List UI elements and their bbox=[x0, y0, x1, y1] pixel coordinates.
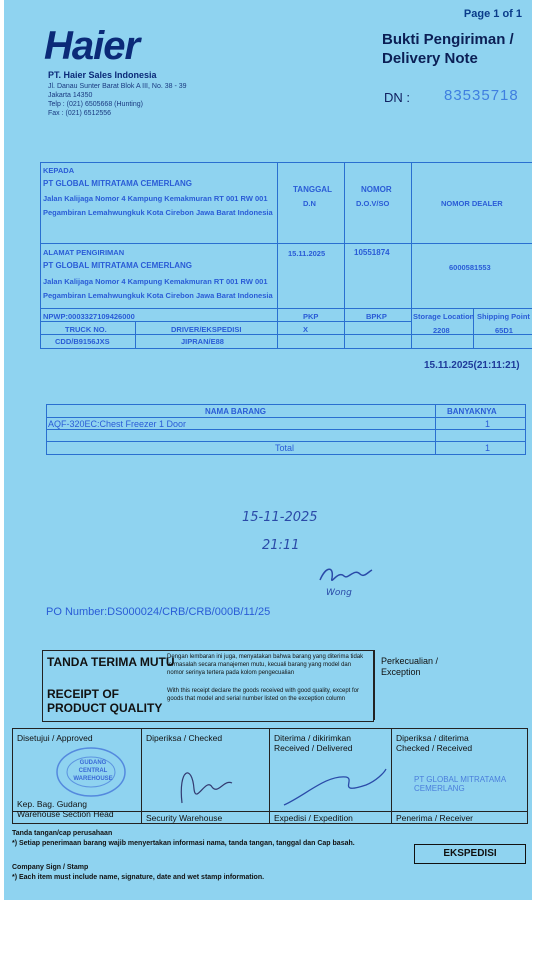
driver-value: JIPRAN/E88 bbox=[181, 337, 224, 346]
company-stamp: PT GLOBAL MITRATAMA CEMERLANG bbox=[414, 775, 506, 793]
storage-label: Storage Location bbox=[413, 312, 475, 321]
page-of: Page 1 of 1 bbox=[463, 8, 522, 20]
sig-expedition-role: Expedisi / Expedition bbox=[274, 813, 353, 823]
kepada-name: PT GLOBAL MITRATAMA CEMERLANG bbox=[43, 179, 193, 188]
col-nama-barang: NAMA BARANG bbox=[205, 407, 267, 416]
shipping-label: Shipping Point bbox=[477, 312, 530, 321]
company-name: PT. Haier Sales Indonesia bbox=[48, 70, 157, 80]
tanggal-value: 15.11.2025 bbox=[288, 249, 326, 258]
driver-label: DRIVER/EKSPEDISI bbox=[171, 325, 242, 334]
truck-value: CDD/B9156JXS bbox=[55, 337, 110, 346]
alamat-name: PT GLOBAL MITRATAMA CEMERLANG bbox=[43, 261, 193, 270]
nomor-label: NOMOR bbox=[361, 185, 392, 194]
alamat-label: ALAMAT PENGIRIMAN bbox=[43, 248, 125, 257]
company-address: Jl. Danau Sunter Barat Blok A III, No. 38 - 39 Jakarta 14350 Telp : (021) 6505668 (Hunting) Fax : (021) 6512556 bbox=[48, 83, 187, 117]
col-banyaknya: BANYAKNYA bbox=[447, 407, 497, 416]
sig-delivered-label: Diterima / dikirimkan Received / Delivered bbox=[274, 733, 353, 753]
bpkp-label: BPKP bbox=[366, 312, 387, 321]
gudang-stamp-text: GUDANG CENTRAL WAREHOUSE bbox=[73, 760, 113, 782]
item-name: AQF-320EC:Chest Freezer 1 Door bbox=[48, 419, 187, 429]
storage-value: 2208 bbox=[433, 326, 450, 335]
sig-approved-label: Disetujui / Approved bbox=[17, 733, 93, 743]
receipt-title: RECEIPT OF PRODUCT QUALITY bbox=[47, 687, 163, 715]
total-label: Total bbox=[275, 443, 295, 453]
security-signature-icon bbox=[172, 759, 252, 809]
header-table bbox=[40, 162, 532, 349]
dn-value: 83535718 bbox=[444, 87, 519, 104]
tanggal-sub: D.N bbox=[303, 199, 316, 208]
item-qty: 1 bbox=[485, 419, 491, 429]
alamat-address-1: Jalan Kalijaga Nomor 4 Kampung Kemakmuran RT 001 RW 001 bbox=[43, 277, 268, 286]
footer-note-2: *) Each item must include name, signature, date and wet stamp information. bbox=[12, 874, 265, 881]
truck-label: TRUCK NO. bbox=[65, 325, 107, 334]
signature-table bbox=[12, 728, 528, 824]
ekspedisi-label: EKSPEDISI bbox=[414, 844, 526, 864]
handwritten-time: 21:11 bbox=[262, 538, 300, 553]
kepada-address-1: Jalan Kalijaga Nomor 4 Kampung Kemakmuran RT 001 RW 001 bbox=[43, 194, 268, 203]
exception-label: Perkecualian / Exception bbox=[381, 656, 439, 677]
sig-security-role: Security Warehouse bbox=[146, 813, 223, 823]
po-number: PO Number:DS000024/CRB/CRB/000B/11/25 bbox=[46, 606, 271, 618]
delivery-note-page bbox=[4, 0, 532, 900]
kepada-label: KEPADA bbox=[43, 166, 75, 175]
expedition-signature-icon bbox=[276, 765, 388, 811]
kepada-address-2: Pegambiran Lemahwungkuk Kota Cirebon Jawa Barat Indonesia bbox=[43, 208, 273, 217]
exception-box bbox=[374, 650, 525, 720]
alamat-address-2: Pegambiran Lemahwungkuk Kota Cirebon Jawa Barat Indonesia bbox=[43, 291, 273, 300]
footer-note-1: *) Setiap penerimaan barang wajib menyertakan informasi nama, tanda tangan, tanggal dan Cap basah. bbox=[12, 840, 355, 847]
haier-logo: Haier bbox=[44, 24, 140, 68]
sig-approved-role: Kep. Bag. Gudang Warehouse Section Head bbox=[17, 799, 114, 819]
shipping-value: 65D1 bbox=[495, 326, 513, 335]
handwritten-date: 15-11-2025 bbox=[242, 510, 318, 525]
receipt-quality-box bbox=[42, 650, 374, 722]
pkp-value: X bbox=[303, 325, 309, 334]
handwritten-name: Wong bbox=[326, 588, 352, 598]
tanda-tangan: Tanda tangan/cap perusahaan bbox=[12, 830, 113, 837]
receipt-desc: With this receipt declare the goods received with good quality, except for goods that model and serial number listed on the exception column bbox=[167, 688, 359, 702]
document-title: Bukti Pengiriman / Delivery Note bbox=[382, 31, 514, 67]
tanda-terima-title: TANDA TERIMA MUTU bbox=[47, 655, 175, 669]
sig-received-label: Diperiksa / diterima Checked / Received bbox=[396, 733, 473, 753]
dn-label: DN : bbox=[384, 90, 410, 105]
tanda-terima-desc: Dengan lembaran ini juga, menyatakan bahwa barang yang diterima tidak termasalah secara manajemen mutu, kecuali barang yang model dan nomor serinya tertera pada kolom pengecualian bbox=[167, 654, 364, 676]
print-timestamp: 15.11.2025(21:11:21) bbox=[424, 360, 520, 371]
nomor-sub: D.O.V/SO bbox=[356, 199, 390, 208]
sig-receiver-role: Penerima / Receiver bbox=[396, 813, 474, 823]
pkp-label: PKP bbox=[303, 312, 319, 321]
dealer-label: NOMOR DEALER bbox=[441, 199, 503, 208]
item-table bbox=[46, 404, 526, 455]
total-qty: 1 bbox=[485, 443, 491, 453]
nomor-value: 10551874 bbox=[354, 248, 390, 257]
dealer-value: 6000581553 bbox=[449, 263, 491, 272]
sig-checked-label: Diperiksa / Checked bbox=[146, 733, 223, 743]
npwp: NPWP:0003327109426000 bbox=[43, 312, 135, 321]
company-sign-stamp: Company Sign / Stamp bbox=[12, 864, 89, 871]
tanggal-label: TANGGAL bbox=[293, 185, 332, 194]
